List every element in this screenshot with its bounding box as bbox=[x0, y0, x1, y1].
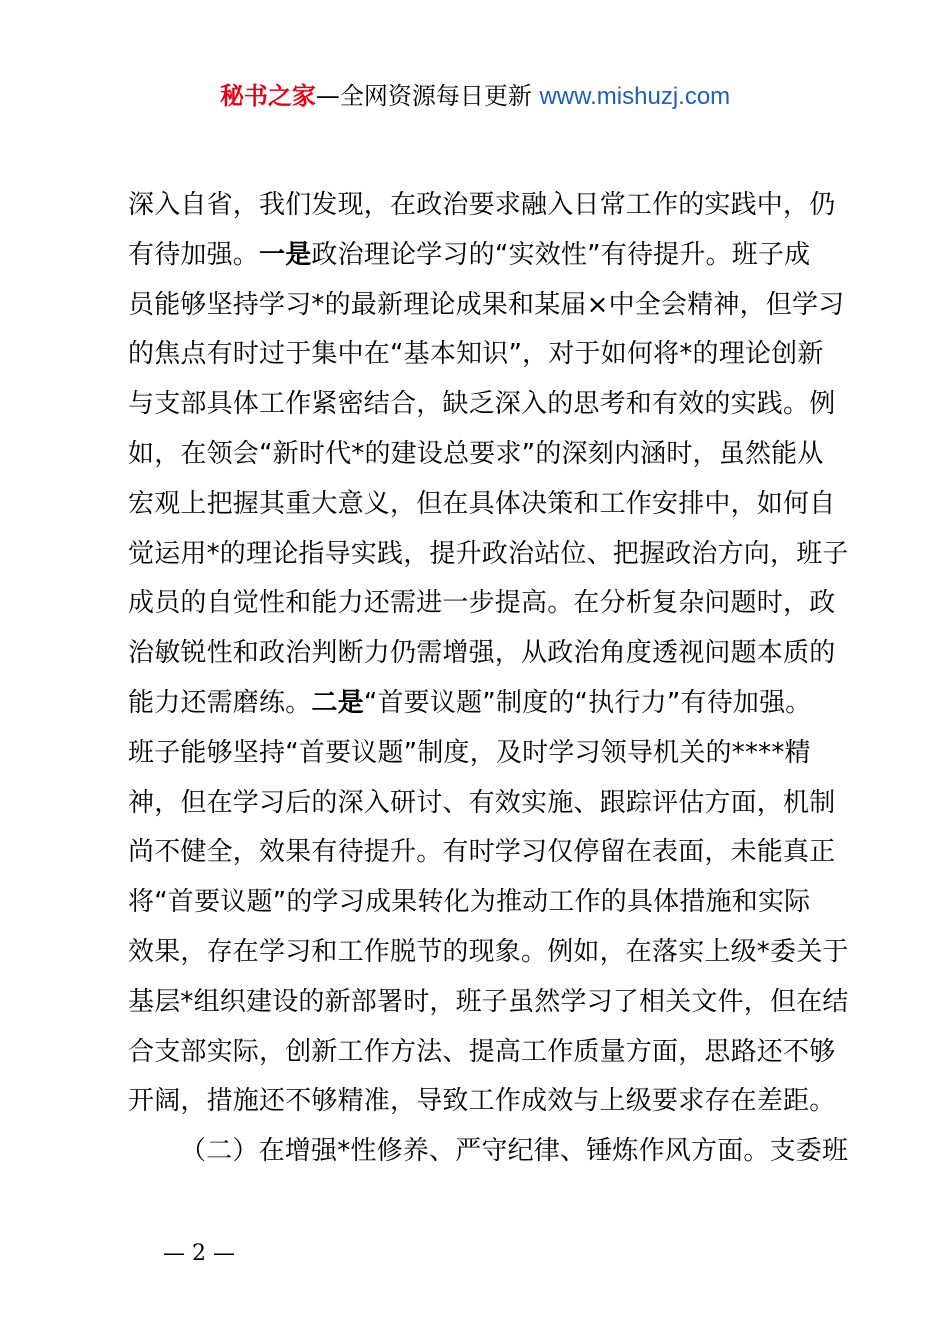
body-line bbox=[128, 532, 849, 582]
body-line-text: 开阔，措施还不够精准，导致工作成效与上级要求存在差距。 bbox=[128, 1086, 836, 1117]
body-line-text: 与支部具体工作紧密结合，缺乏深入的思考和有效的实践。例 bbox=[128, 389, 836, 420]
body-line-text: 治敏锐性和政治判断力仍需增强，从政治角度透视问题本质的 bbox=[128, 638, 836, 669]
body-line bbox=[128, 980, 849, 1030]
body-line-text: 宏观上把握其重大意义，但在具体决策和工作安排中，如何自 bbox=[128, 488, 836, 519]
document-body bbox=[128, 183, 849, 1179]
body-line bbox=[128, 1030, 838, 1080]
body-line bbox=[128, 1129, 849, 1179]
body-line bbox=[128, 332, 838, 382]
body-line-text: 能力还需磨练。 bbox=[128, 687, 312, 718]
body-line bbox=[128, 731, 838, 781]
body-line-rest: “首要议题”制度的“执行力”有待加强。 bbox=[363, 687, 812, 718]
body-line bbox=[128, 781, 838, 831]
body-line-text: 有待加强。 bbox=[128, 239, 260, 270]
site-header bbox=[0, 78, 950, 115]
body-line bbox=[128, 283, 845, 333]
body-line bbox=[128, 183, 838, 233]
body-line-text: 成员的自觉性和能力还需进一步提高。在分析复杂问题时，政 bbox=[128, 588, 836, 619]
body-line bbox=[128, 482, 838, 532]
body-line bbox=[128, 631, 838, 681]
body-line bbox=[128, 930, 849, 980]
body-line-text: 的焦点有时过于集中在“基本知识”，对于如何将*的理论创新 bbox=[128, 339, 824, 370]
site-brand: 秘书之家 bbox=[219, 82, 316, 110]
body-line-text: 深入自省，我们发现，在政治要求融入日常工作的实践中，仍 bbox=[128, 190, 836, 220]
body-line-text: 员能够坚持学习*的最新理论成果和某届×中全会精神，但学习 bbox=[128, 289, 845, 320]
site-url[interactable]: www.mishuzj.com bbox=[539, 83, 731, 110]
body-line bbox=[128, 581, 838, 631]
page-number: — 2 — bbox=[163, 1241, 235, 1266]
body-line bbox=[128, 382, 838, 432]
body-line bbox=[128, 1079, 838, 1129]
body-line-text: 如，在领会“新时代*的建设总要求”的深刻内涵时，虽然能从 bbox=[128, 438, 824, 469]
body-line-text: 合支部实际，创新工作方法、提高工作质量方面，思路还不够 bbox=[128, 1036, 836, 1067]
body-line-text: 觉运用*的理论指导实践，提升政治站位、把握政治方向，班子 bbox=[128, 538, 849, 569]
body-line-text: 将“首要议题”的学习成果转化为推动工作的具体措施和实际 bbox=[128, 887, 811, 918]
body-line bbox=[128, 830, 838, 880]
body-line-text: 效果，存在学习和工作脱节的现象。例如，在落实上级*委关于 bbox=[128, 936, 849, 967]
body-line-emphasis: 一是 bbox=[259, 239, 312, 270]
body-line-text: 基层*组织建设的新部署时，班子虽然学习了相关文件，但在结 bbox=[128, 986, 849, 1017]
body-line-text: 尚不健全，效果有待提升。有时学习仅停留在表面，未能真正 bbox=[128, 837, 836, 868]
site-tagline: —全网资源每日更新 bbox=[315, 82, 532, 110]
body-line-text: （二）在增强*性修养、严守纪律、锤炼作风方面。支委班 bbox=[180, 1136, 849, 1167]
body-line bbox=[128, 432, 838, 482]
body-line-emphasis: 二是 bbox=[311, 687, 364, 718]
body-line bbox=[128, 233, 838, 283]
body-line bbox=[128, 681, 838, 731]
body-line-text: 神，但在学习后的深入研讨、有效实施、跟踪评估方面，机制 bbox=[128, 787, 836, 818]
body-line-text: 班子能够坚持“首要议题”制度，及时学习领导机关的****精 bbox=[128, 737, 811, 768]
body-line bbox=[128, 880, 838, 930]
body-line-rest: 政治理论学习的“实效性”有待提升。班子成 bbox=[311, 239, 811, 270]
